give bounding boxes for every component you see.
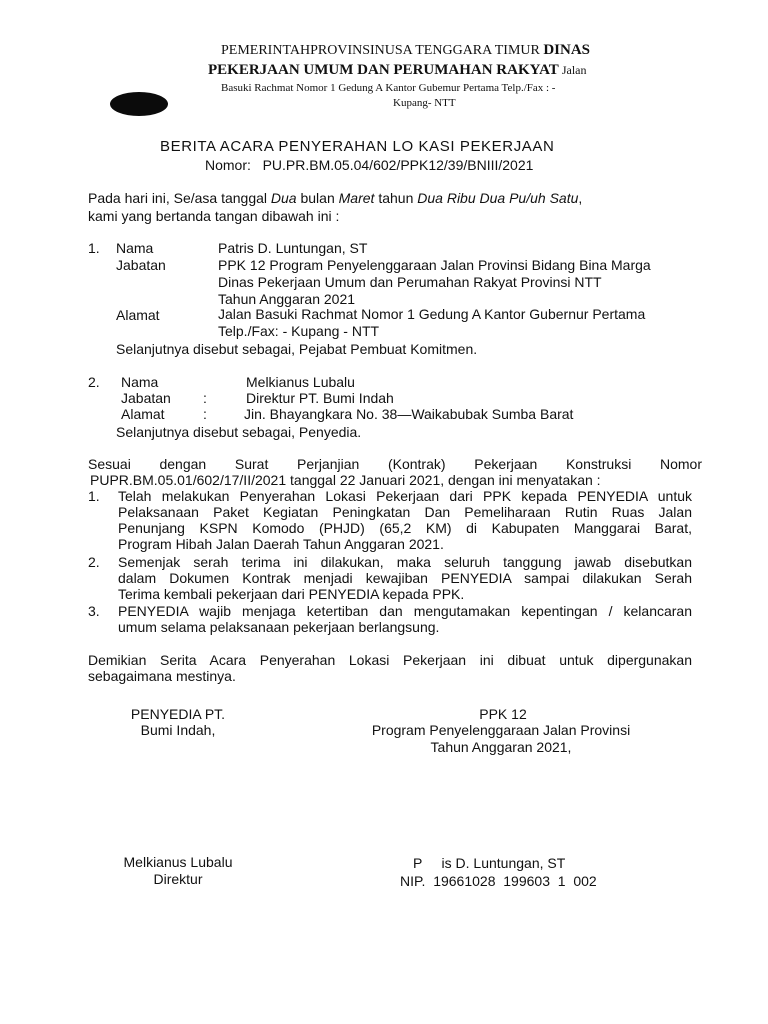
- letterhead-jalan: Jalan: [558, 63, 587, 77]
- sig-left-line1: PENYEDIA PT.: [130, 706, 226, 722]
- party1-jabatan-line1: PPK 12 Program Penyelenggaraan Jalan Provinsi Bidang Bina Marga: [218, 257, 651, 273]
- party2-jabatan-label: Jabatan: [121, 390, 171, 406]
- closing-line-1: Demikian Serita Acara Penyerahan Lokasi Pekerjaan ini dibuat untuk dipergunakan: [88, 652, 692, 668]
- sig-left-name: Melkianus Lubalu: [123, 854, 233, 870]
- intro-day: Dua: [270, 190, 297, 206]
- sig-right-line3: Tahun Anggaran 2021,: [430, 739, 572, 755]
- letterhead-line-1: [221, 42, 590, 59]
- letterhead-line-2: [208, 62, 586, 79]
- party1-nama-label: Nama: [116, 240, 154, 256]
- party2-alamat-label: Alamat: [121, 406, 165, 422]
- party2-jabatan-value: Direktur PT. Bumi Indah: [246, 390, 394, 406]
- nomor-value: PU.PR.BM.05.04/602/PPK12/39/BNIII/2021: [262, 157, 534, 173]
- party2-disebut: Selanjutnya disebut sebagai, Penyedia.: [116, 424, 362, 440]
- intro-line-1: [88, 190, 582, 206]
- intro-text: bulan: [296, 190, 339, 206]
- document-number: [205, 157, 533, 173]
- intro-line-2: kami yang bertanda tangan dibawah ini :: [88, 208, 340, 224]
- sig-right-name: P is D. Luntungan, ST: [413, 855, 566, 871]
- nomor-label: Nomor:: [205, 157, 251, 173]
- sig-right-line2: Program Penyelenggaraan Jalan Provinsi: [371, 722, 631, 738]
- kontrak-line-2: PUPR.BM.05.01/602/17/II/2021 tanggal 22 Januari 2021, dengan ini menyatakan :: [90, 472, 601, 488]
- point-2-number: 2.: [88, 554, 100, 570]
- letterhead-government: PEMERINTAHPROVINSINUSA TENGGARA TIMUR: [221, 43, 544, 58]
- party2-nama-label: Nama: [121, 374, 159, 390]
- closing-line-2: sebagaimana mestinya.: [88, 668, 236, 684]
- point-2-line-2: dalam Dokumen Kontrak menjadi kewajiban PENYEDIA sampai dilakukan Serah: [118, 570, 692, 586]
- point-1-line-3: Penunjang KSPN Komodo (PHJD) (65,2 KM) di Kabupaten Manggarai Barat,: [118, 520, 692, 536]
- party1-jabatan-label: Jabatan: [116, 257, 166, 273]
- party2-number: 2.: [88, 374, 100, 390]
- point-2-line-1: Semenjak serah terima ini dilakukan, maka seluruh tanggung jawab disebutkan: [118, 554, 692, 570]
- letterhead-city: Kupang- NTT: [393, 97, 456, 109]
- point-1-line-4: Program Hibah Jalan Daerah Tahun Anggaran 2021.: [118, 536, 444, 552]
- party1-jabatan-line2: Dinas Pekerjaan Umum dan Perumahan Rakyat Provinsi NTT: [218, 274, 602, 290]
- party1-jabatan-line3: Tahun Anggaran 2021: [218, 291, 356, 307]
- intro-text: Pada hari ini, Se/asa tanggal: [88, 190, 271, 206]
- party1-alamat-label: Alamat: [116, 307, 160, 323]
- letterhead-dinas: DINAS: [543, 42, 591, 58]
- point-1-line-1: Telah melakukan Penyerahan Lokasi Pekerjaan dari PPK kepada PENYEDIA untuk: [118, 488, 692, 504]
- sig-left-line2: Bumi Indah,: [140, 722, 216, 738]
- party1-disebut: Selanjutnya disebut sebagai, Pejabat Pembuat Komitmen.: [116, 341, 478, 357]
- party1-alamat-line1: Jalan Basuki Rachmat Nomor 1 Gedung A Kantor Gubernur Pertama: [218, 306, 646, 322]
- letterhead-address: Basuki Rachmat Nomor 1 Gedung A Kantor Gubemur Pertama Telp./Fax : -: [221, 82, 556, 94]
- point-3-number: 3.: [88, 603, 100, 619]
- point-3-line-2: umum selama pelaksanaan pekerjaan berlangsung.: [118, 619, 440, 635]
- kontrak-line-1: Sesuai dengan Surat Perjanjian (Kontrak) Pekerjaan Konstruksi Nomor: [88, 456, 702, 472]
- redaction-blot: [110, 92, 168, 116]
- intro-text: tahun: [374, 190, 418, 206]
- party2-jabatan-colon: :: [203, 390, 207, 406]
- sig-right-line1: PPK 12: [479, 706, 527, 722]
- point-1-number: 1.: [88, 488, 100, 504]
- sig-right-nip: NIP. 19661028 199603 1 002: [400, 873, 597, 889]
- letterhead-department: PEKERJAAN UMUM DAN PERUMAHAN RAKYAT: [208, 62, 559, 78]
- point-2-line-3: Terima kembali pekerjaan dari PENYEDIA kepada PPK.: [118, 586, 465, 602]
- party2-nama-value: Melkianus Lubalu: [246, 374, 355, 390]
- party1-alamat-line2: Telp./Fax: - Kupang - NTT: [218, 323, 380, 339]
- intro-year: Dua Ribu Dua Pu/uh Satu: [417, 190, 579, 206]
- sig-left-title: Direktur: [153, 871, 203, 887]
- party2-alamat-value: Jin. Bhayangkara No. 38—Waikabubak Sumba Barat: [244, 406, 574, 422]
- party1-nama-value: Patris D. Luntungan, ST: [218, 240, 368, 256]
- party1-number: 1.: [88, 240, 100, 256]
- document-title: BERITA ACARA PENYERAHAN LO KASI PEKERJAAN: [160, 138, 555, 155]
- intro-month: Maret: [338, 190, 375, 206]
- point-3-line-1: PENYEDIA wajib menjaga ketertiban dan mengutamakan kepentingan / kelancaran: [118, 603, 692, 619]
- party2-alamat-colon: :: [203, 406, 207, 422]
- intro-text: ,: [578, 190, 583, 206]
- point-1-line-2: Pelaksanaan Paket Kegiatan Peningkatan Dan Pemeliharaan Rutin Ruas Jalan: [118, 504, 692, 520]
